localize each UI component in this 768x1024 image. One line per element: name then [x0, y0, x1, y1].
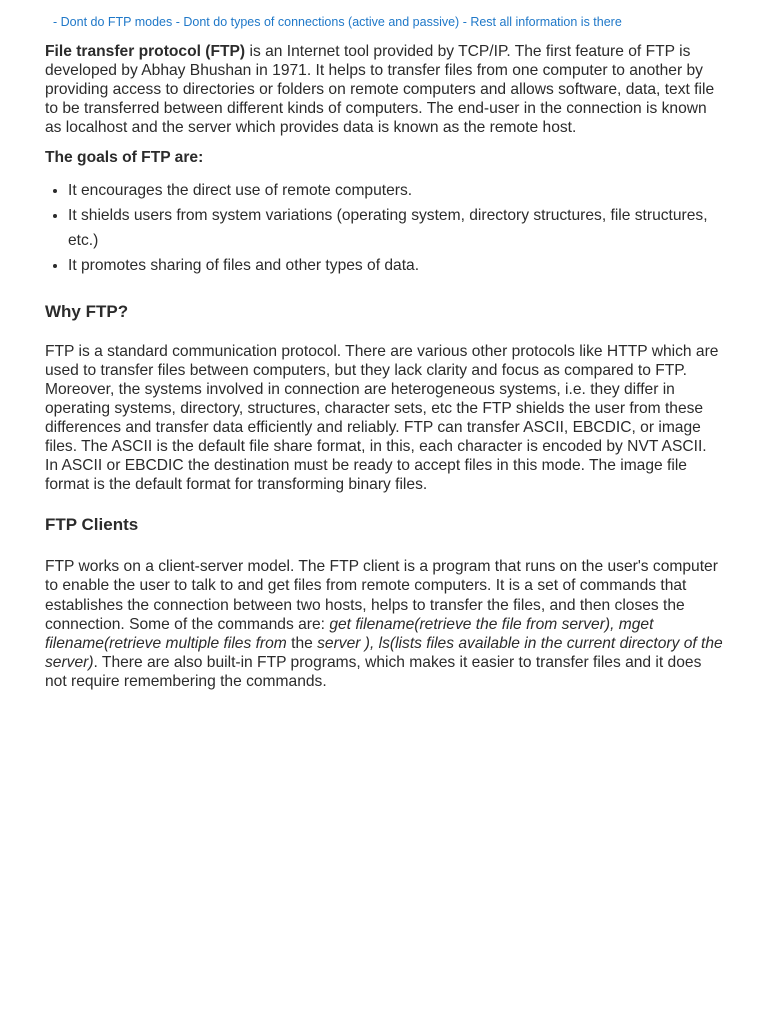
- clients-text-start: FTP works on a client-server model. The FTP client is a program that runs on the user's computer to enable the user to talk to and get files from remote computers. It is a set of commands that establishes the connection between two hosts, helps to transfer the files, and then closes the connection. Some of the commands are:: [45, 558, 718, 633]
- why-ftp-paragraph: FTP is a standard communication protocol. There are various other protocols like HTTP which are used to transfer files between computers, but they lack clarity and focus as compared to FTP. Moreover, the systems involved in connection are heterogeneous systems, i.e. they differ in operating systems, directory, structures, character sets, etc the FTP shields the user from these differences and transfer data efficiently and reliably. FTP can transfer ASCII, EBCDIC, or image files. The ASCII is the default file share format, in this, each character is encoded by NVT ASCII. In ASCII or EBCDIC the destination must be ready to accept files in this mode. The image file format is the default format for transforming binary files.: [45, 342, 719, 494]
- commands-part-2: server ), ls(lists files available in the current directory of the server): [45, 634, 723, 671]
- goal-item: • It shields users from system variations (operating system, directory structures, file structures, etc.): [68, 203, 723, 253]
- commands-part-1: get filename(retrieve the file from server), mget filename(retrieve multiple files from: [45, 615, 654, 652]
- intro-text: is an Internet tool provided by TCP/IP. The first feature of FTP is developed by Abhay Bhushan in 1971. It helps to transfer files from one computer to another by providing access to directories or folders on remote computers and allows software, data, text file to be transferred between different kinds of computers. The end-user in the connection is known as localhost and the server which provides data is known as the remote host.: [45, 43, 715, 137]
- why-ftp-heading: Why FTP?: [45, 301, 129, 321]
- goals-list: [45, 178, 723, 278]
- ftp-term: File transfer protocol (FTP): [45, 43, 246, 60]
- the-word: the: [286, 634, 318, 652]
- article-body: [45, 42, 723, 691]
- ftp-clients-paragraph: [45, 557, 723, 691]
- goal-item: • It encourages the direct use of remote computers.: [68, 178, 723, 203]
- goals-title: The goals of FTP are:: [45, 149, 204, 167]
- intro-paragraph: [45, 42, 723, 137]
- goal-item: • It promotes sharing of files and other types of data.: [68, 253, 723, 278]
- clients-text-end: . There are also built-in FTP programs, which makes it easier to transfer files and it does not require remembering the commands.: [45, 653, 702, 690]
- top-note: - Dont do FTP modes - Dont do types of connections (active and passive) - Rest all information is there: [53, 15, 622, 29]
- ftp-clients-heading: FTP Clients: [45, 515, 139, 535]
